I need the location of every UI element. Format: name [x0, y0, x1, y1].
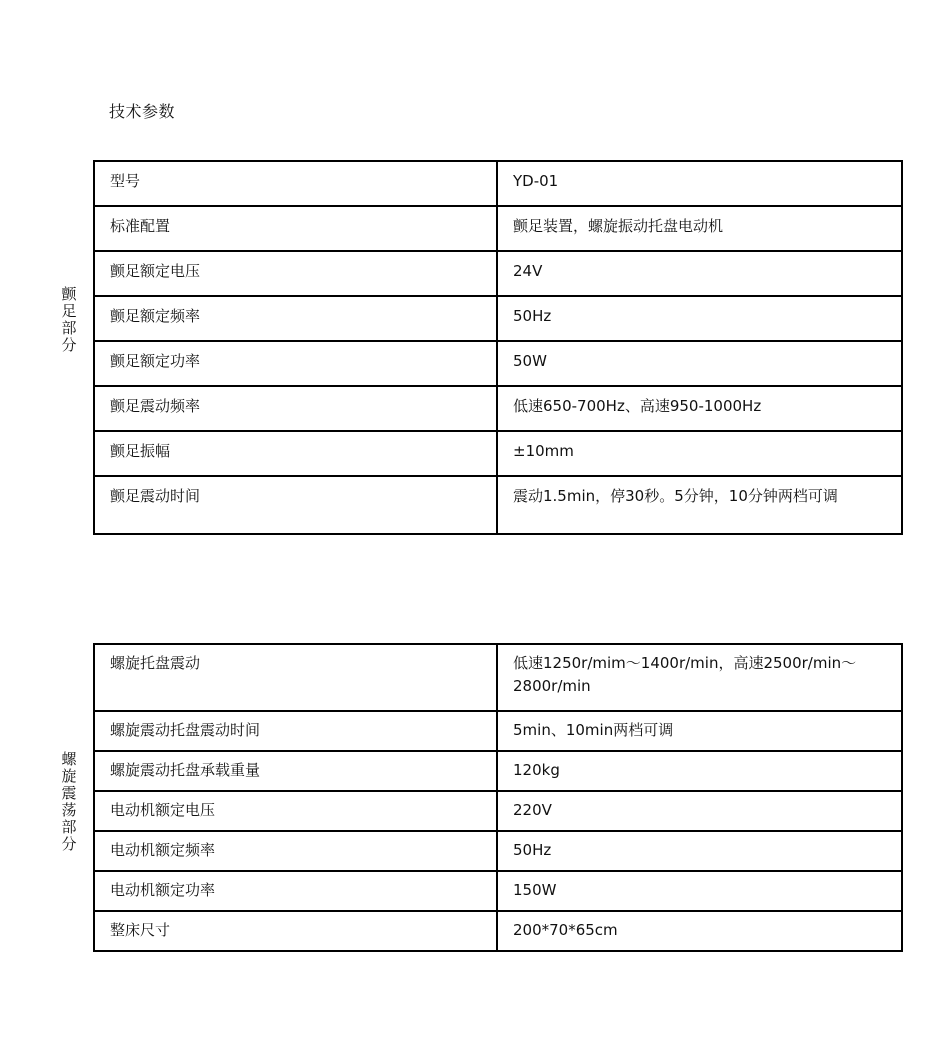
param-value: 220V	[497, 791, 902, 831]
table-row	[94, 341, 902, 386]
table-row	[94, 644, 902, 711]
table-row	[94, 791, 902, 831]
param-value: 150W	[497, 871, 902, 911]
table-row	[94, 251, 902, 296]
param-name: 螺旋震动托盘承载重量	[94, 751, 497, 791]
param-value: 50Hz	[497, 296, 902, 341]
table-row	[94, 871, 902, 911]
table-row	[94, 431, 902, 476]
spec-table-feet	[93, 160, 903, 535]
param-value: 5min、10min两档可调	[497, 711, 902, 751]
param-name: 电动机额定功率	[94, 871, 497, 911]
param-value: 低速650-700Hz、高速950-1000Hz	[497, 386, 902, 431]
table-row	[94, 711, 902, 751]
table-row	[94, 831, 902, 871]
param-name: 螺旋震动托盘震动时间	[94, 711, 497, 751]
param-value: 24V	[497, 251, 902, 296]
param-name: 电动机额定电压	[94, 791, 497, 831]
param-name: 颤足额定功率	[94, 341, 497, 386]
param-name: 颤足额定电压	[94, 251, 497, 296]
param-value: 120kg	[497, 751, 902, 791]
param-name: 电动机额定频率	[94, 831, 497, 871]
param-value: 颤足装置，螺旋振动托盘电动机	[497, 206, 902, 251]
section-label-spiral: 螺旋震荡部分	[61, 750, 77, 853]
table-row	[94, 206, 902, 251]
param-name: 标准配置	[94, 206, 497, 251]
param-name: 颤足额定频率	[94, 296, 497, 341]
table-row	[94, 386, 902, 431]
param-name: 颤足震动频率	[94, 386, 497, 431]
param-value: 50Hz	[497, 831, 902, 871]
table-row	[94, 911, 902, 951]
param-value: 震动1.5min，停30秒。5分钟，10分钟两档可调	[497, 476, 902, 534]
param-name: 颤足振幅	[94, 431, 497, 476]
table-row	[94, 161, 902, 206]
table-row	[94, 751, 902, 791]
param-value: ±10mm	[497, 431, 902, 476]
param-value: 200*70*65cm	[497, 911, 902, 951]
section-label-feet: 颤足部分	[61, 285, 77, 354]
param-value: 低速1250r/mim～1400r/min，高速2500r/min～2800r/min	[497, 644, 902, 711]
param-name: 型号	[94, 161, 497, 206]
param-value: YD-01	[497, 161, 902, 206]
document-title: 技术参数	[109, 102, 176, 121]
table-row	[94, 296, 902, 341]
param-name: 整床尺寸	[94, 911, 497, 951]
table-row	[94, 476, 902, 534]
param-value: 50W	[497, 341, 902, 386]
param-name: 颤足震动时间	[94, 476, 497, 534]
spec-table-spiral	[93, 643, 903, 952]
param-name: 螺旋托盘震动	[94, 644, 497, 711]
